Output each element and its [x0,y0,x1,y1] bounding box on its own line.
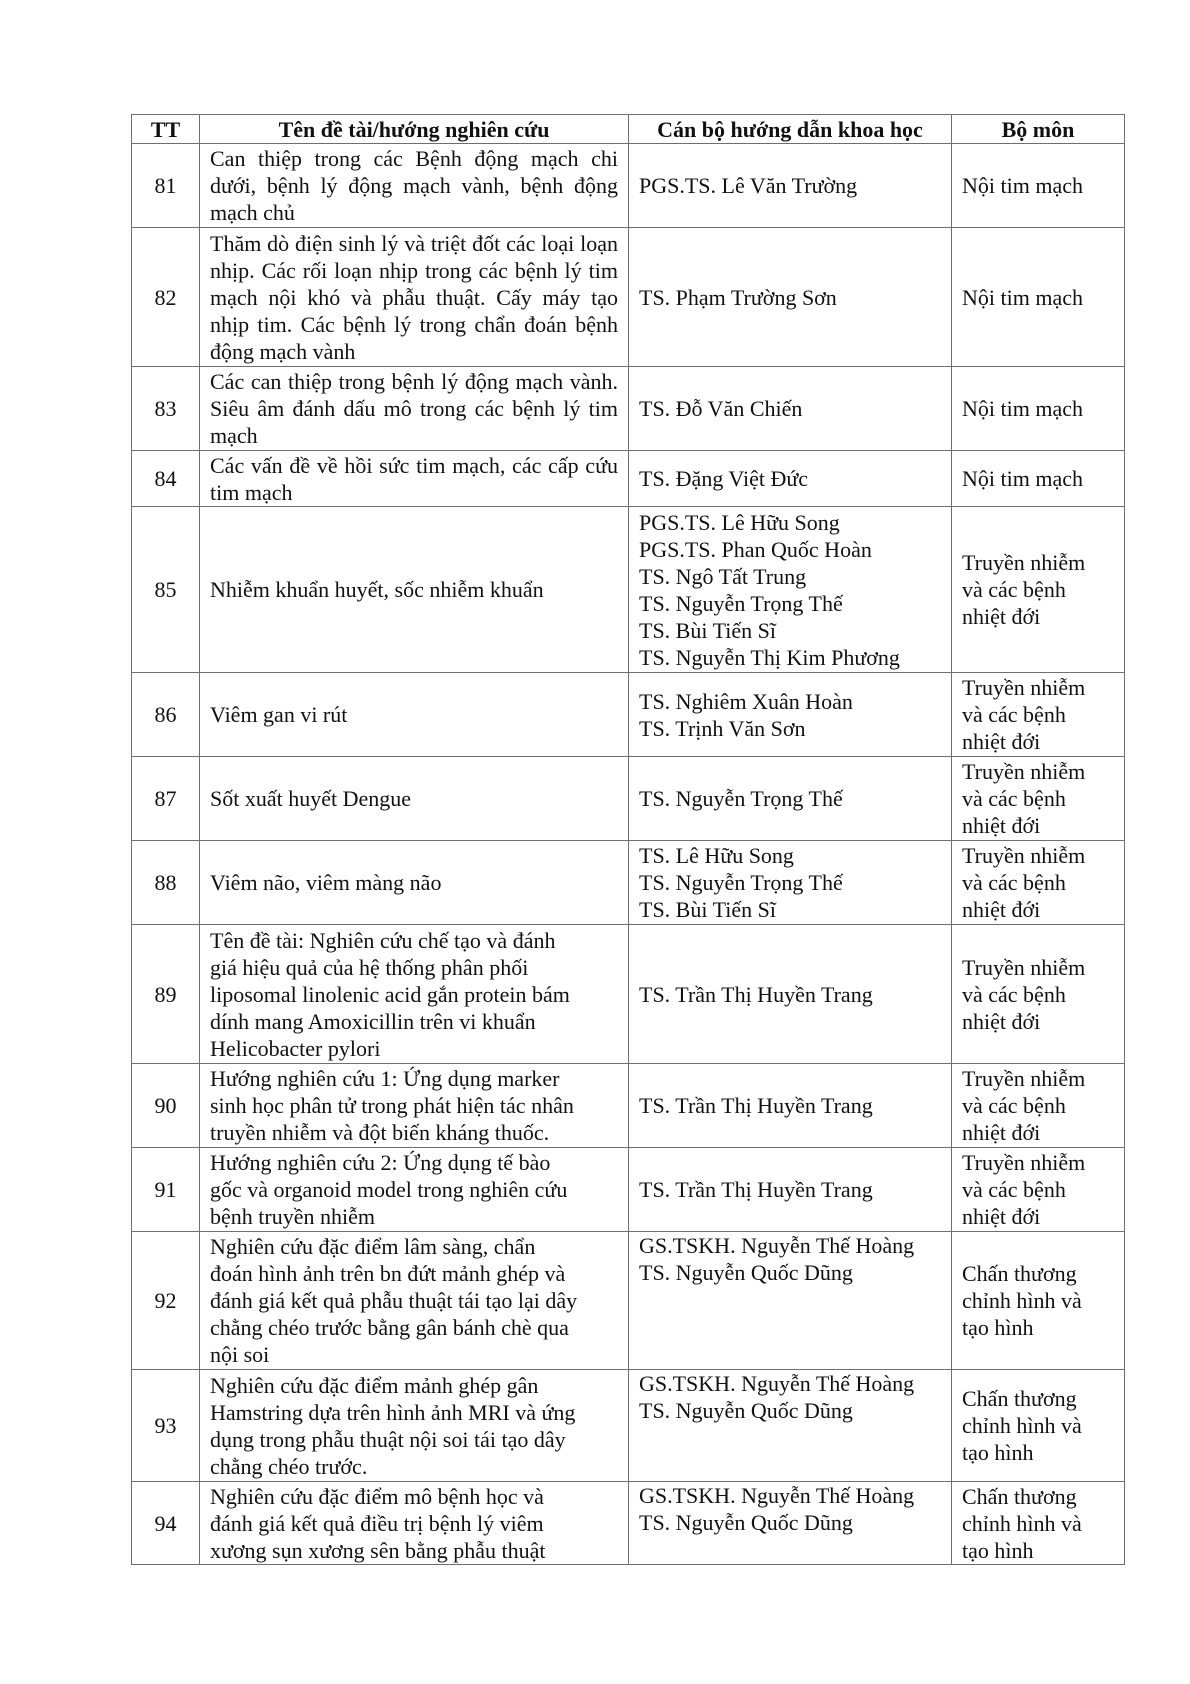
advisor-name: TS. Đỗ Văn Chiến [639,396,803,421]
table-row [132,144,1125,228]
advisor-cell [629,367,952,451]
topic-cell [200,367,629,451]
topic-text: sinh học phân tử trong phát hiện tác nhân [210,1093,574,1118]
advisor-name: TS. Nghiêm Xuân Hoàn [639,688,853,714]
department-text: Chấn thương [962,1386,1077,1411]
advisor-cell [629,1482,952,1565]
department-cell [952,451,1125,507]
table-row [132,367,1125,451]
department-text: và các bệnh [962,702,1066,727]
department-cell [952,228,1125,367]
department-text: và các bệnh [962,1093,1066,1118]
department-cell [952,1482,1125,1565]
department-text: chỉnh hình và [962,1413,1082,1438]
table-row [132,1370,1125,1482]
advisor-name: GS.TSKH. Nguyễn Thế Hoàng [639,1371,915,1396]
department-text: Nội tim mạch [962,466,1083,491]
advisor-name: TS. Nguyễn Thị Kim Phương [639,644,900,670]
department-text: và các bệnh [962,577,1066,602]
department-text: nhiệt đới [962,813,1041,838]
topic-cell [200,507,629,673]
department-text: tạo hình [962,1537,1034,1563]
row-number: 91 [132,1148,200,1232]
row-number: 82 [132,228,200,367]
topic-text: xương sụn xương sên bằng phẫu thuật [210,1537,546,1563]
department-text: nhiệt đới [962,1120,1041,1145]
topic-cell [200,1148,629,1232]
advisor-name: TS. Ngô Tất Trung [639,563,807,589]
topic-text: đánh giá kết quả điều trị bệnh lý viêm [210,1510,544,1536]
header-topic: Tên đề tài/hướng nghiên cứu [200,115,629,144]
department-text: nhiệt đới [962,729,1041,754]
row-number: 87 [132,757,200,841]
research-topics-table [131,114,1125,1565]
row-number: 83 [132,367,200,451]
topic-text: Hướng nghiên cứu 1: Ứng dụng marker [210,1066,560,1091]
department-text: Nội tim mạch [962,396,1083,421]
department-text: Chấn thương [962,1483,1077,1509]
table-row [132,1064,1125,1148]
department-text: Truyền nhiễm [962,675,1086,700]
advisor-cell [629,451,952,507]
topic-cell [200,757,629,841]
topic-cell [200,144,629,228]
row-number: 84 [132,451,200,507]
department-text: nhiệt đới [962,897,1041,922]
advisor-cell [629,841,952,925]
advisor-cell [629,507,952,673]
table-row [132,673,1125,757]
advisor-cell [629,925,952,1064]
topic-text: chằng chéo trước. [210,1453,368,1479]
topic-text: giá hiệu quả của hệ thống phân phối [210,954,529,980]
department-text: Nội tim mạch [962,284,1083,310]
topic-cell [200,451,629,507]
department-cell [952,507,1125,673]
table-row [132,228,1125,367]
topic-text: Nghiên cứu đặc điểm mảnh ghép gân [210,1372,539,1398]
department-cell [952,757,1125,841]
department-text: nhiệt đới [962,604,1041,629]
advisor-name: TS. Đặng Việt Đức [639,466,809,491]
row-number: 89 [132,925,200,1064]
topic-cell [200,673,629,757]
department-text: Truyền nhiễm [962,843,1086,868]
advisor-cell [629,1370,952,1482]
row-number: 85 [132,507,200,673]
advisor-name: TS. Trần Thị Huyền Trang [639,1093,873,1118]
header-department: Bộ môn [952,115,1125,144]
topic-text: Nhiễm khuẩn huyết, sốc nhiễm khuẩn [210,577,544,602]
topic-text: dính mang Amoxicillin trên vi khuẩn [210,1008,536,1034]
row-number: 90 [132,1064,200,1148]
advisor-name: TS. Nguyễn Quốc Dũng [639,1398,853,1423]
department-text: Truyền nhiễm [962,954,1086,980]
table-row [132,841,1125,925]
topic-text: dụng trong phẫu thuật nội soi tái tạo dây [210,1426,566,1452]
department-cell [952,1232,1125,1370]
advisor-cell [629,1232,952,1370]
table-row [132,451,1125,507]
advisor-name: TS. Nguyễn Trọng Thế [639,870,843,895]
topic-text: Nghiên cứu đặc điểm mô bệnh học và [210,1483,544,1509]
department-text: chỉnh hình và [962,1288,1082,1313]
row-number: 92 [132,1232,200,1370]
topic-text: liposomal linolenic acid gắn protein bám [210,981,570,1007]
topic-text: Hamstring dựa trên hình ảnh MRI và ứng [210,1399,576,1425]
topic-text: gốc và organoid model trong nghiên cứu [210,1177,568,1202]
department-cell [952,673,1125,757]
department-text: tạo hình [962,1315,1034,1340]
topic-cell [200,228,629,367]
row-number: 81 [132,144,200,228]
department-text: nhiệt đới [962,1008,1041,1034]
department-text: tạo hình [962,1440,1034,1465]
topic-text: Tên đề tài: Nghiên cứu chế tạo và đánh [210,927,556,953]
advisor-cell [629,673,952,757]
table-row [132,925,1125,1064]
topic-cell [200,1370,629,1482]
advisor-name: PGS.TS. Phan Quốc Hoàn [639,536,872,562]
advisor-name: TS. Nguyễn Trọng Thế [639,786,843,811]
advisor-name: TS. Nguyễn Trọng Thế [639,590,843,616]
topic-text: Các can thiệp trong bệnh lý động mạch vành. Siêu âm đánh dấu mô trong các bệnh lý tim mạch [210,369,618,448]
table-row [132,507,1125,673]
department-text: và các bệnh [962,786,1066,811]
advisor-name: TS. Trần Thị Huyền Trang [639,1177,873,1202]
topic-text: nội soi [210,1342,270,1367]
topic-text: Helicobacter pylori [210,1035,381,1061]
topic-text: đánh giá kết quả phẫu thuật tái tạo lại dây [210,1288,578,1313]
advisor-name: TS. Phạm Trường Sơn [639,284,837,310]
department-cell [952,1064,1125,1148]
department-text: Chấn thương [962,1261,1077,1286]
department-text: và các bệnh [962,1177,1066,1202]
topic-text: Can thiệp trong các Bệnh động mạch chi dưới, bệnh lý động mạch vành, bệnh động mạch chủ [210,146,618,225]
advisor-cell [629,1148,952,1232]
table-row [132,757,1125,841]
department-cell [952,367,1125,451]
topic-text: Sốt xuất huyết Dengue [210,786,412,811]
topic-cell [200,1064,629,1148]
topic-text: Nghiên cứu đặc điểm lâm sàng, chẩn [210,1234,536,1259]
advisor-name: TS. Bùi Tiến Sĩ [639,617,776,643]
department-text: Nội tim mạch [962,173,1083,198]
department-text: Truyền nhiễm [962,759,1086,784]
topic-text: đoán hình ảnh trên bn đứt mảnh ghép và [210,1261,566,1286]
topic-cell [200,1232,629,1370]
row-number: 94 [132,1482,200,1565]
topic-text: Viêm gan vi rút [210,702,348,727]
department-text: nhiệt đới [962,1204,1041,1229]
advisor-name: TS. Trịnh Văn Sơn [639,715,806,741]
topic-text: Các vấn đề về hồi sức tim mạch, các cấp cứu tim mạch [210,452,618,505]
header-advisor: Cán bộ hướng dẫn khoa học [629,115,952,144]
header-tt: TT [132,115,200,144]
advisor-cell [629,228,952,367]
row-number: 86 [132,673,200,757]
topic-text: Thăm dò điện sinh lý và triệt đốt các loại loạn nhịp. Các rối loạn nhịp trong các bệnh lý tim mạch nội khó và phẫu thuật. Cấy máy tạo nhịp tim. Các bệnh lý trong chẩn đoán bệnh động mạch vành [210,230,618,364]
topic-text: truyền nhiễm và đột biến kháng thuốc. [210,1120,550,1145]
advisor-cell [629,144,952,228]
advisor-name: TS. Nguyễn Quốc Dũng [639,1510,853,1535]
topic-cell [200,1482,629,1565]
department-text: và các bệnh [962,981,1066,1007]
table-row [132,1482,1125,1565]
topic-text: chằng chéo trước bằng gân bánh chè qua [210,1315,569,1340]
department-text: Truyền nhiễm [962,1150,1086,1175]
advisor-name: PGS.TS. Lê Hữu Song [639,509,840,535]
department-cell [952,925,1125,1064]
advisor-name: GS.TSKH. Nguyễn Thế Hoàng [639,1483,915,1508]
department-cell [952,144,1125,228]
department-cell [952,1148,1125,1232]
topic-cell [200,841,629,925]
topic-cell [200,925,629,1064]
topic-text: bệnh truyền nhiễm [210,1204,375,1229]
table-header-row [132,115,1125,144]
department-text: Truyền nhiễm [962,550,1086,575]
row-number: 93 [132,1370,200,1482]
table-row [132,1148,1125,1232]
advisor-name: TS. Bùi Tiến Sĩ [639,897,776,922]
department-cell [952,1370,1125,1482]
topic-text: Viêm não, viêm màng não [210,870,442,895]
department-cell [952,841,1125,925]
advisor-cell [629,757,952,841]
advisor-name: TS. Trần Thị Huyền Trang [639,981,873,1007]
advisor-name: TS. Lê Hữu Song [639,843,794,868]
topic-text: Hướng nghiên cứu 2: Ứng dụng tế bào [210,1150,551,1175]
department-text: và các bệnh [962,870,1066,895]
advisor-name: GS.TSKH. Nguyễn Thế Hoàng [639,1233,915,1258]
table-row [132,1232,1125,1370]
advisor-cell [629,1064,952,1148]
row-number: 88 [132,841,200,925]
advisor-name: TS. Nguyễn Quốc Dũng [639,1260,853,1285]
advisor-name: PGS.TS. Lê Văn Trường [639,173,858,198]
department-text: Truyền nhiễm [962,1066,1086,1091]
department-text: chỉnh hình và [962,1510,1082,1536]
